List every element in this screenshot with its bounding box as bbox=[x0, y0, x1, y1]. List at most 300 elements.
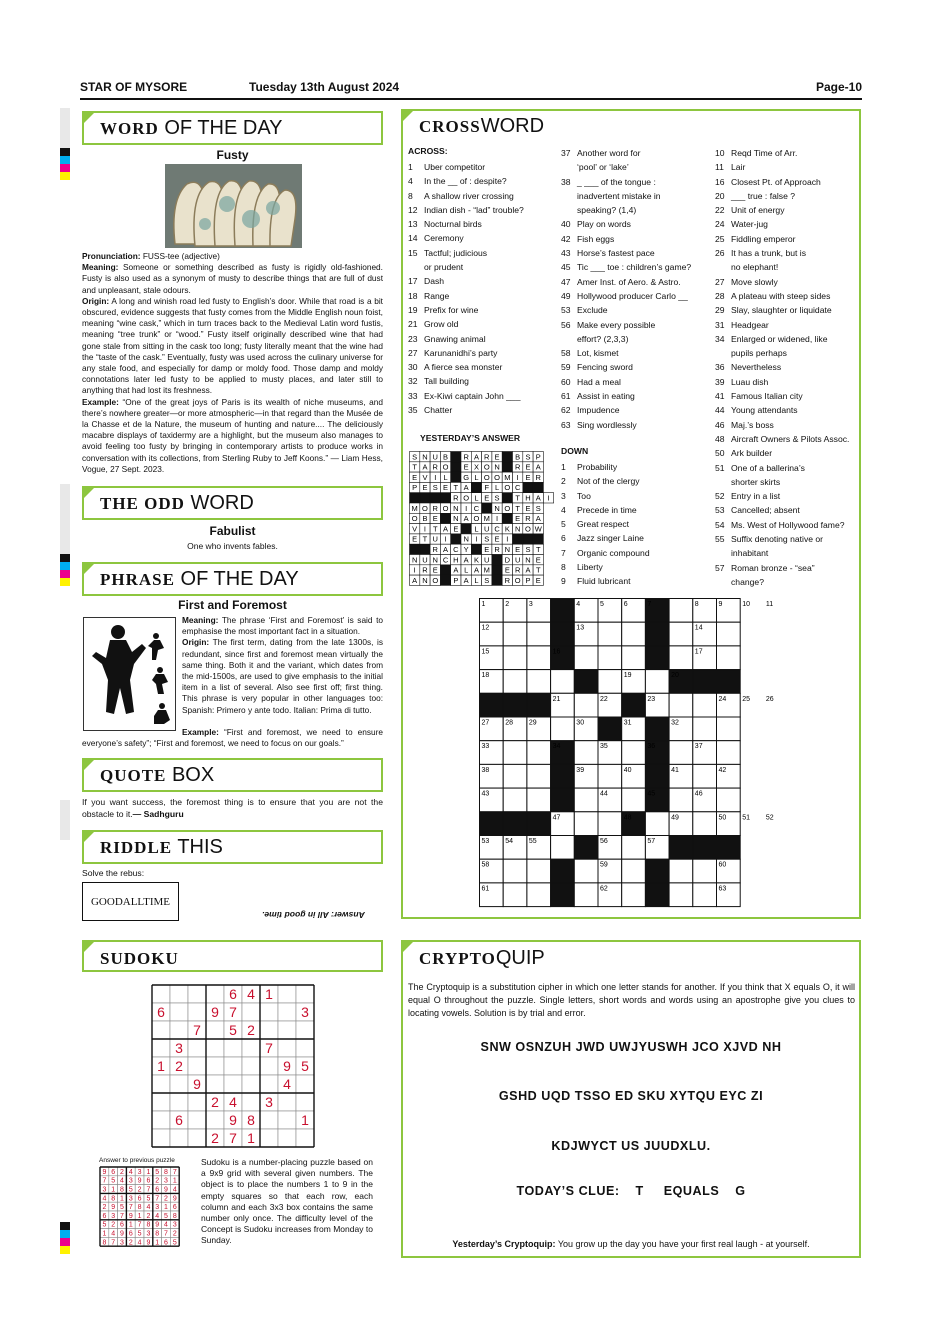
sudoku-digit: 8 bbox=[164, 1168, 168, 1176]
sudoku-digit: 5 bbox=[137, 1230, 142, 1238]
white-square bbox=[574, 741, 598, 765]
clue: 46 Maj.’s boss bbox=[715, 419, 774, 430]
yesterday-text: You grow up the day you have your first real laugh - at yourself. bbox=[557, 1239, 810, 1249]
white-square bbox=[527, 622, 551, 646]
sudoku-digit: 3 bbox=[146, 1230, 151, 1238]
sudoku-digit: 7 bbox=[229, 1130, 237, 1147]
answer-letter: S bbox=[525, 452, 531, 462]
title-of-the-day: OF THE DAY bbox=[180, 568, 299, 590]
sudoku-cell bbox=[206, 1039, 224, 1057]
sudoku-digit: 7 bbox=[155, 1195, 160, 1203]
clue: 45 Tic ___ toe : children’s game? bbox=[561, 262, 692, 273]
todays-clue: TODAY’S CLUE: T EQUALS G bbox=[516, 1184, 746, 1198]
white-square bbox=[669, 622, 693, 646]
answer-letter: P bbox=[412, 483, 418, 493]
sudoku-digit: 9 bbox=[146, 1239, 151, 1247]
clue: 33 Ex-Kiwi captain John ___ bbox=[408, 390, 521, 401]
answer-letter: I bbox=[506, 534, 509, 544]
title-cross: CROSS bbox=[419, 117, 481, 136]
sudoku-digit: 3 bbox=[128, 1177, 133, 1185]
white-square bbox=[622, 859, 646, 883]
title-word: WORD bbox=[480, 115, 545, 137]
answer-square bbox=[461, 524, 471, 534]
cell-number: 46 bbox=[694, 790, 703, 798]
clue: 56 Make every possible bbox=[561, 319, 656, 330]
sudoku-digit: 6 bbox=[172, 1204, 177, 1212]
bread-slices-image bbox=[165, 164, 302, 248]
sudoku-cell bbox=[296, 985, 314, 1003]
clue: 2 Not of the clergy bbox=[561, 476, 640, 487]
label: Origin: bbox=[182, 637, 210, 648]
white-square bbox=[622, 622, 646, 646]
white-square bbox=[503, 859, 527, 883]
sudoku-digit: 6 bbox=[146, 1177, 151, 1185]
black-square bbox=[645, 764, 669, 788]
answer-letter: I bbox=[465, 503, 468, 513]
white-square bbox=[693, 764, 717, 788]
clue: 62 Impudence bbox=[561, 405, 620, 416]
answer-letter: A bbox=[463, 555, 469, 565]
answer-letter: T bbox=[422, 534, 428, 544]
clue: 58 Lot, kismet bbox=[561, 348, 619, 359]
sudoku-digit: 4 bbox=[155, 1212, 160, 1220]
answer-letter: I bbox=[475, 534, 478, 544]
sudoku-digit: 4 bbox=[102, 1195, 107, 1203]
clue: 16 Closest Pt. of Approach bbox=[715, 176, 821, 187]
white-square bbox=[693, 883, 717, 907]
answer-letter: E bbox=[412, 472, 418, 482]
black-square bbox=[551, 883, 575, 907]
cell-number: 33 bbox=[481, 743, 490, 751]
title-box: BOX bbox=[171, 764, 215, 786]
sudoku-cell bbox=[188, 1057, 206, 1075]
black-square bbox=[551, 599, 575, 623]
sudoku-description: Sudoku is a number-placing puzzle based on a 9x9 grid with several given numbers. The object is to place the numbers 1 to 9 in the empty squares so that each row, each column and each 3x3 box contains the same number only once. The difficulty level of the Concept is Sudoku increases from Monday to Sunday. bbox=[201, 1157, 373, 1246]
phrase-text: First and Foremost bbox=[178, 598, 287, 612]
white-square bbox=[693, 812, 717, 836]
clue: 43 Horse’s fastest pace bbox=[561, 248, 655, 259]
title-word: WORD bbox=[100, 119, 159, 138]
page-number: Page-10 bbox=[815, 80, 862, 94]
white-square bbox=[693, 859, 717, 883]
answer-letter: B bbox=[515, 452, 521, 462]
answer-square bbox=[523, 482, 533, 492]
across-clues-col2 bbox=[561, 146, 691, 432]
clue: 42 Fish eggs bbox=[561, 233, 615, 244]
yesterday-answer-grid bbox=[409, 451, 550, 586]
answer-letter: A bbox=[473, 565, 479, 575]
clue: 23 Gnawing animal bbox=[408, 333, 486, 344]
clue: 15 Tactful; judicious bbox=[408, 247, 488, 258]
sudoku-cell bbox=[152, 1129, 170, 1147]
cell-number: 2 bbox=[505, 601, 510, 608]
answer-letter: O bbox=[514, 575, 521, 585]
cell-number: 23 bbox=[647, 695, 656, 703]
answer-letter: X bbox=[473, 462, 479, 472]
clue: effort? (2,3,3) bbox=[577, 333, 629, 344]
answer-letter: A bbox=[535, 514, 541, 524]
sudoku-cell bbox=[170, 1093, 188, 1111]
answer-square bbox=[440, 493, 450, 503]
white-square bbox=[669, 646, 693, 670]
sudoku-digit: 7 bbox=[229, 1004, 237, 1021]
black-square bbox=[551, 764, 575, 788]
answer-letter: R bbox=[422, 565, 428, 575]
clue: 52 Entry in a list bbox=[715, 491, 781, 502]
across-clues-col1 bbox=[408, 160, 524, 417]
quote-body: If you want success, the foremost thing is to ensure that you are not the obstacle to it. bbox=[82, 797, 383, 819]
clue: 34 Enlarged or widened, like bbox=[715, 333, 828, 344]
cell-number: 17 bbox=[694, 648, 703, 656]
cell-number: 31 bbox=[623, 719, 632, 727]
white-square bbox=[669, 693, 693, 717]
clue: 4 Precede in time bbox=[561, 504, 637, 515]
clue: 61 Assist in eating bbox=[561, 391, 635, 402]
white-square bbox=[574, 859, 598, 883]
white-square bbox=[622, 741, 646, 765]
white-square bbox=[717, 622, 741, 646]
answer-square bbox=[513, 534, 523, 544]
answer-square bbox=[471, 544, 481, 554]
label: Meaning: bbox=[82, 262, 119, 273]
answer-letter: R bbox=[535, 472, 541, 482]
cell-number: 36 bbox=[647, 743, 656, 751]
sudoku-cell bbox=[296, 1039, 314, 1057]
phrase-example bbox=[82, 727, 383, 749]
reg-mark-cyan bbox=[60, 1230, 70, 1238]
sudoku-digit: 4 bbox=[137, 1239, 142, 1247]
sudoku-cell bbox=[278, 1021, 296, 1039]
sudoku-cell bbox=[206, 1057, 224, 1075]
sudoku-cell bbox=[260, 1057, 278, 1075]
answer-letter: H bbox=[525, 493, 531, 503]
answer-letter: O bbox=[442, 462, 449, 472]
white-square bbox=[693, 717, 717, 741]
sudoku-digit: 5 bbox=[164, 1212, 168, 1220]
answer-letter: E bbox=[484, 545, 490, 554]
label: Origin: bbox=[82, 295, 110, 306]
answer-letter: E bbox=[463, 462, 469, 472]
sudoku-digit: 2 bbox=[111, 1221, 116, 1229]
black-square bbox=[503, 812, 527, 836]
white-square bbox=[503, 764, 527, 788]
clue: 60 Had a meal bbox=[561, 376, 621, 387]
clue: 1 Uber competitor bbox=[408, 162, 486, 172]
answer-letter: A bbox=[443, 545, 449, 554]
clue: 55 Suffix denoting native or bbox=[715, 534, 824, 545]
answer-letter: E bbox=[432, 565, 438, 575]
black-square bbox=[574, 670, 598, 694]
answer-letter: R bbox=[453, 493, 459, 503]
riddle-answer-upside-down: Answer: All in good time. bbox=[262, 910, 365, 920]
sudoku-digit: 1 bbox=[157, 1058, 165, 1075]
sudoku-digit: 8 bbox=[137, 1204, 142, 1212]
sudoku-cell bbox=[278, 1039, 296, 1057]
answer-letter: I bbox=[413, 565, 416, 575]
black-square bbox=[527, 812, 551, 836]
sudoku-cell bbox=[296, 1021, 314, 1039]
white-square bbox=[574, 788, 598, 812]
clue: 27 Move slowly bbox=[715, 276, 778, 287]
answer-letter: T bbox=[515, 493, 520, 503]
white-square bbox=[503, 670, 527, 694]
sudoku-cell bbox=[242, 1093, 260, 1111]
reg-mark-cyan bbox=[60, 562, 70, 570]
white-square bbox=[503, 622, 527, 646]
cell-number: 7 bbox=[647, 601, 652, 608]
answer-letter: K bbox=[473, 555, 479, 565]
sudoku-cell bbox=[188, 1039, 206, 1057]
sudoku-digit: 9 bbox=[120, 1230, 124, 1238]
clue: 21 Grow old bbox=[408, 319, 459, 330]
phrase-body bbox=[182, 615, 383, 716]
white-square bbox=[527, 788, 551, 812]
sudoku-digit: 7 bbox=[111, 1239, 116, 1247]
clue: 4 In the __ of : despite? bbox=[408, 176, 507, 187]
white-square bbox=[527, 859, 551, 883]
clue: 48 Aircraft Owners & Pilots Assoc. bbox=[715, 433, 850, 444]
white-square bbox=[645, 670, 669, 694]
phrase-header bbox=[82, 562, 383, 596]
reg-mark-magenta bbox=[60, 570, 70, 578]
clue: 35 Chatter bbox=[408, 405, 453, 416]
white-square bbox=[503, 646, 527, 670]
sudoku-cell bbox=[278, 1003, 296, 1021]
sudoku-answer-label: Answer to previous puzzle bbox=[99, 1157, 175, 1164]
sudoku-cell bbox=[170, 985, 188, 1003]
sudoku-header bbox=[82, 940, 383, 972]
answer-square bbox=[451, 534, 461, 544]
sudoku-digit: 4 bbox=[247, 986, 255, 1003]
clue: no elephant! bbox=[731, 262, 779, 273]
answer-letter: S bbox=[432, 483, 438, 493]
answer-letter: C bbox=[494, 524, 500, 534]
answer-letter: S bbox=[525, 545, 531, 554]
sudoku-digit: 5 bbox=[172, 1239, 177, 1247]
clue: ‘pool’ or ‘lake’ bbox=[577, 162, 629, 173]
answer-letter: R bbox=[494, 545, 500, 554]
clue: 1 Probability bbox=[561, 462, 618, 472]
sudoku-digit: 1 bbox=[164, 1204, 168, 1212]
answer-letter: S bbox=[412, 452, 418, 462]
sudoku-digit: 9 bbox=[128, 1212, 133, 1220]
sudoku-cell bbox=[152, 1093, 170, 1111]
black-square bbox=[645, 717, 669, 741]
sudoku-digit: 6 bbox=[102, 1212, 107, 1220]
sudoku-digit: 9 bbox=[102, 1168, 107, 1176]
answer-letter: A bbox=[463, 514, 469, 524]
cell-number: 9 bbox=[718, 601, 723, 608]
white-square bbox=[551, 717, 575, 741]
answer-letter: P bbox=[525, 575, 531, 585]
answer-letter: N bbox=[422, 575, 428, 585]
answer-letter: O bbox=[483, 472, 490, 482]
sudoku-digit: 4 bbox=[120, 1177, 124, 1185]
black-square bbox=[645, 859, 669, 883]
sudoku-digit: 9 bbox=[137, 1177, 142, 1185]
sudoku-cell bbox=[278, 985, 296, 1003]
sudoku-digit: 8 bbox=[146, 1221, 151, 1229]
cell-number: 35 bbox=[600, 743, 608, 751]
clue: 41 Famous Italian city bbox=[715, 391, 803, 402]
white-square bbox=[717, 741, 741, 765]
sudoku-digit: 8 bbox=[120, 1186, 124, 1194]
label: Yesterday’s Cryptoquip: bbox=[452, 1239, 556, 1249]
white-square bbox=[669, 741, 693, 765]
cell-number: 50 bbox=[718, 814, 727, 822]
black-square bbox=[551, 622, 575, 646]
reg-mark-magenta bbox=[60, 164, 70, 172]
white-square bbox=[574, 812, 598, 836]
sudoku-digit: 5 bbox=[155, 1168, 160, 1176]
cell-number: 48 bbox=[623, 814, 632, 822]
answer-letter: P bbox=[535, 452, 541, 462]
clue: 50 Ark builder bbox=[715, 448, 773, 459]
answer-letter: O bbox=[525, 524, 531, 534]
answer-letter: T bbox=[515, 503, 520, 513]
answer-letter: Y bbox=[463, 545, 469, 554]
answer-letter: A bbox=[525, 565, 531, 575]
sudoku-cell bbox=[260, 1129, 278, 1147]
answer-letter: N bbox=[411, 555, 418, 565]
clue: 51 One of a ballerina’s bbox=[715, 462, 805, 473]
clue: 9 Fluid lubricant bbox=[561, 576, 631, 587]
clue: shorter skirts bbox=[731, 476, 781, 487]
answer-letter: S bbox=[494, 493, 500, 503]
quote-text bbox=[82, 796, 383, 820]
cell-number: 32 bbox=[671, 719, 679, 727]
sudoku-cell bbox=[242, 1039, 260, 1057]
answer-square bbox=[492, 555, 502, 565]
clue: 24 Water-jug bbox=[715, 219, 768, 230]
answer-square bbox=[523, 534, 533, 544]
answer-letter: F bbox=[484, 483, 490, 493]
black-square bbox=[574, 836, 598, 860]
answer-letter: L bbox=[474, 493, 479, 503]
answer-letter: E bbox=[535, 555, 541, 565]
sudoku-cell bbox=[242, 1057, 260, 1075]
odd-word: Fabulist bbox=[209, 524, 256, 538]
answer-letter: A bbox=[453, 565, 459, 575]
title-sudoku: SUDOKU bbox=[100, 949, 179, 968]
answer-letter: M bbox=[483, 565, 490, 575]
sudoku-cell bbox=[152, 1039, 170, 1057]
answer-letter: U bbox=[432, 452, 438, 462]
clue: 49 Hollywood producer Carlo __ bbox=[561, 290, 688, 301]
answer-letter: O bbox=[494, 472, 500, 482]
clue: 5 Great respect bbox=[561, 519, 630, 530]
odd-word-header bbox=[82, 486, 383, 520]
white-square bbox=[527, 670, 551, 694]
meaning-text: Someone or something described as fusty is rigidly old-fashioned. Fusty is also used as a synonym of musty to describe things that are full of dust and unpleasant, stale odours. bbox=[82, 262, 383, 295]
sudoku-cell bbox=[260, 1075, 278, 1093]
answer-letter: N bbox=[453, 514, 459, 524]
cryptoquip-intro: The Cryptoquip is a substitution cipher in which one letter stands for another. If you think that X equals O, it will equal O throughout the puzzle. Single letters, short words and words using an apostrophe give you clues to locating vowels. Solution is by trial and error. bbox=[408, 982, 855, 1018]
answer-letter: M bbox=[504, 472, 511, 482]
white-square bbox=[574, 646, 598, 670]
cell-number: 8 bbox=[694, 601, 699, 608]
sudoku-digit: 2 bbox=[120, 1168, 124, 1176]
answer-square bbox=[420, 493, 430, 503]
answer-letter: N bbox=[504, 545, 511, 554]
answer-letter: N bbox=[494, 462, 500, 472]
sudoku-digit: 6 bbox=[128, 1230, 133, 1238]
sudoku-digit: 5 bbox=[111, 1177, 116, 1185]
sudoku-digit: 3 bbox=[137, 1168, 142, 1176]
cell-number: 44 bbox=[600, 790, 608, 798]
clue: 14 Ceremony bbox=[408, 233, 464, 244]
cell-number: 58 bbox=[481, 861, 490, 869]
clue: 12 Indian dish - “lad” trouble? bbox=[408, 204, 524, 215]
black-square bbox=[551, 788, 575, 812]
down-clues-col2 bbox=[561, 460, 650, 589]
answer-letter: R bbox=[432, 545, 438, 554]
black-square bbox=[598, 717, 622, 741]
white-square bbox=[645, 812, 669, 836]
sudoku-digit: 8 bbox=[111, 1195, 116, 1203]
clue: inadvertent mistake in bbox=[577, 190, 661, 201]
cell-number: 62 bbox=[600, 885, 608, 893]
sudoku-digit: 6 bbox=[175, 1112, 183, 1129]
cell-number: 43 bbox=[481, 790, 490, 798]
sudoku-digit: 7 bbox=[120, 1212, 124, 1220]
answer-letter: I bbox=[423, 524, 426, 534]
sudoku-cell bbox=[242, 1075, 260, 1093]
sudoku-digit: 1 bbox=[247, 1130, 255, 1147]
sudoku-digit: 9 bbox=[111, 1204, 116, 1212]
answer-letter: A bbox=[463, 483, 469, 493]
title-this: THIS bbox=[177, 836, 223, 858]
clue: 22 Unit of energy bbox=[715, 205, 785, 216]
white-square bbox=[669, 883, 693, 907]
sudoku-digit: 3 bbox=[172, 1221, 177, 1229]
crossword-grid bbox=[479, 598, 789, 908]
origin-text: A long and winish road led fusty to English’s door. While that road is a bit obscured, evidence suggests that fusty comes from the Middle English noun foist, meaning “wine cask,” which in turn traces back to the Medieval Latin word fustis, meaning “tree trunk” or “wood.” Fusty itself originally described wine that had gone stale from sitting in the cask too long; fusty literally meant that the wine had the “taste of the cask.” Eventually, fusty was used across the culinary universe for any stale food, and especially for damp or moldy food. Those damp and moldy connotations later led fusty to be applied to musty places, and later still to anything that had lost its freshness. bbox=[82, 295, 383, 396]
answer-letter: B bbox=[443, 452, 449, 462]
white-square bbox=[527, 646, 551, 670]
down-label: DOWN bbox=[561, 446, 589, 456]
clue: 54 Ms. West of Hollywood fame? bbox=[715, 519, 845, 530]
answer-letter: D bbox=[504, 555, 511, 565]
answer-letter: O bbox=[483, 462, 490, 472]
clue: 53 Cancelled; absent bbox=[715, 505, 800, 516]
answer-square bbox=[410, 544, 420, 554]
white-square bbox=[503, 788, 527, 812]
cell-number: 53 bbox=[481, 838, 490, 845]
clue: 6 Jazz singer Laine bbox=[561, 533, 644, 544]
clue: 30 A fierce sea monster bbox=[408, 362, 503, 373]
sudoku-digit: 9 bbox=[155, 1221, 160, 1229]
black-square bbox=[717, 836, 741, 860]
word-of-day-word: Fusty bbox=[216, 148, 249, 162]
clue: 59 Fencing sword bbox=[561, 362, 633, 373]
sudoku-digit: 3 bbox=[111, 1212, 116, 1220]
sudoku-answer-grid bbox=[99, 1166, 181, 1248]
answer-square bbox=[440, 565, 450, 575]
clue: 8 A shallow river crossing bbox=[408, 190, 514, 201]
sudoku-digit: 2 bbox=[175, 1058, 183, 1075]
answer-letter: N bbox=[463, 534, 469, 544]
black-square bbox=[480, 812, 504, 836]
sudoku-digit: 7 bbox=[137, 1221, 142, 1229]
title-of-the-day: OF THE DAY bbox=[164, 117, 283, 139]
clue: 17 Dash bbox=[408, 276, 445, 287]
sudoku-digit: 5 bbox=[301, 1058, 309, 1075]
answer-letter: O bbox=[442, 503, 449, 513]
answer-letter: I bbox=[547, 493, 550, 503]
answer-letter: R bbox=[514, 462, 521, 472]
sudoku-digit: 7 bbox=[265, 1040, 273, 1057]
